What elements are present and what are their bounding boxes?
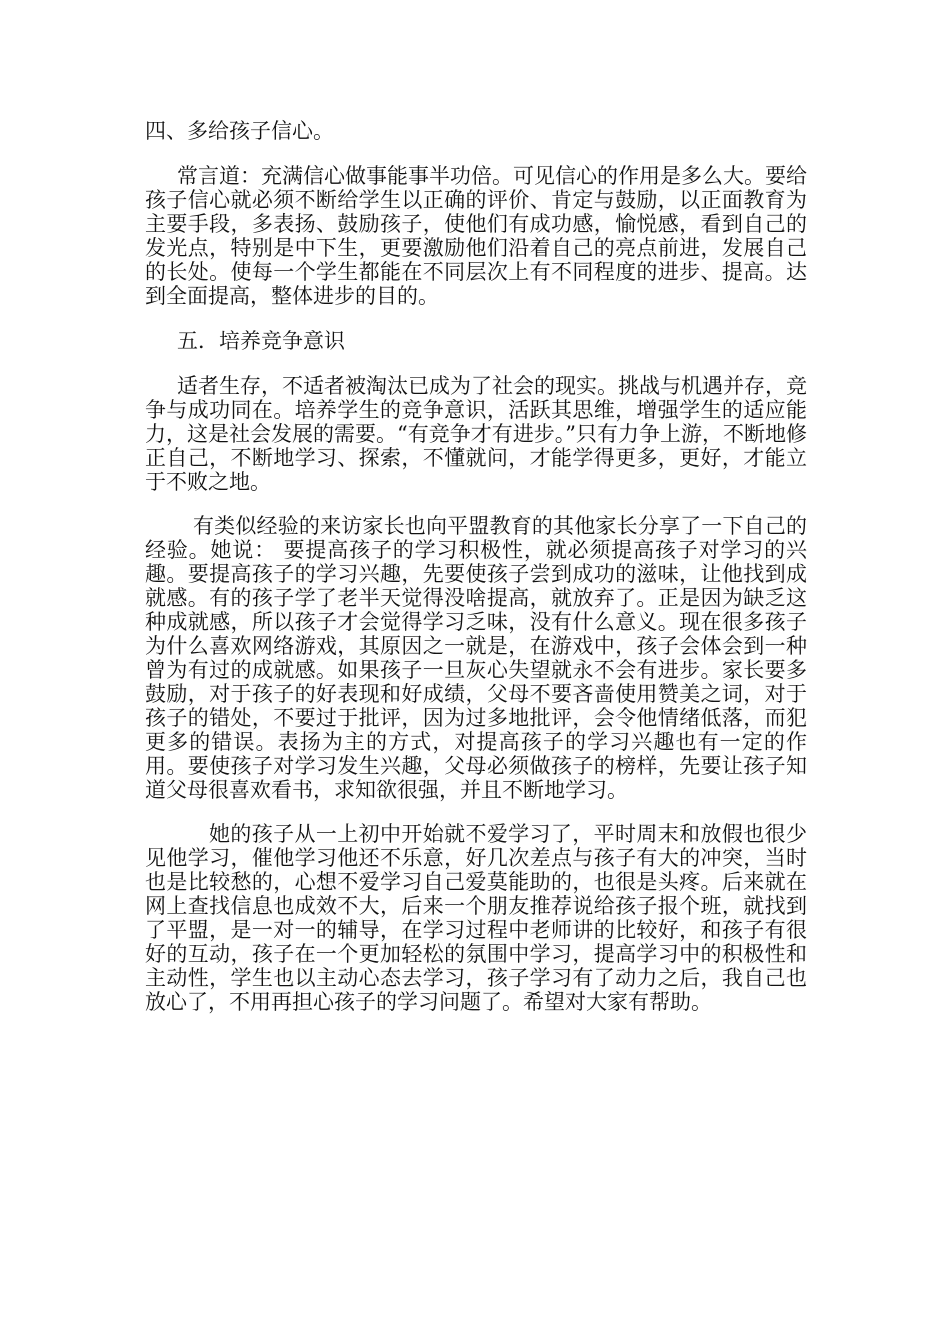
paragraph-closing: 她的孩子从一上初中开始就不爱学习了，平时周末和放假也很少见他学习，催他学习他还不乐意，好几次差点与孩子有大的冲突，当时也是比较愁的，心想不爱学习自己爱莫能助的，也很是头疼。后来就在网上查找信息也成效不大，后来一个朋友推荐说给孩子报个班，就找到了平盟，是一对一的辅导，在学习过程中老师讲的比较好，和孩子有很好的互动，孩子在一个更加轻松的氛围中学习，提高学习中的积极性和主动性，学生也以主动心态去学习，孩子学习有了动力之后，我自己也放心了，不用再担心孩子的学习问题了。希望对大家有帮助。 [145, 822, 807, 1014]
section-heading-confidence: 四、多给孩子信心。 [145, 119, 334, 143]
section-heading-competition: 五．培养竞争意识 [177, 329, 345, 353]
paragraph-confidence: 常言道：充满信心做事能事半功倍。可见信心的作用是多么大。要给孩子信心就必须不断给学生以正确的评价、肯定与鼓励，以正面教育为主要手段，多表扬、鼓励孩子，使他们有成功感，愉悦感，看到自己的发光点，特别是中下生，更要激励他们沿着自己的亮点前进，发展自己的长处。使每一个学生都能在不同层次上有不同程度的进步、提高。达到全面提高，整体进步的目的。 [145, 164, 807, 308]
document-page [145, 118, 807, 1034]
paragraph-competition: 适者生存，不适者被淘汰已成为了社会的现实。挑战与机遇并存，竞争与成功同在。培养学生的竞争意识，活跃其思维，增强学生的适应能力，这是社会发展的需要。“有竞争才有进步。”只有力争上游，不断地修正自己，不断地学习、探索，不懂就问，才能学得更多，更好，才能立于不败之地。 [145, 374, 807, 494]
paragraph-parent-experience: 有类似经验的来访家长也向平盟教育的其他家长分享了一下自己的经验。她说： 要提高孩子的学习积极性，就必须提高孩子对学习的兴趣。要提高孩子的学习兴趣，先要使孩子尝到成功的滋味，让他找到成就感。有的孩子学了老半天觉得没啥提高，就放弃了。正是因为缺乏这种成就感，所以孩子才会觉得学习乏味，没有什么意义。现在很多孩子为什么喜欢网络游戏，其原因之一就是，在游戏中，孩子会体会到一种曾为有过的成就感。如果孩子一旦灰心失望就永不会有进步。家长要多鼓励，对于孩子的好表现和好成绩，父母不要吝啬使用赞美之词，对于孩子的错处，不要过于批评，因为过多地批评，会令他情绪低落，而犯更多的错误。表扬为主的方式，对提高孩子的学习兴趣也有一定的作用。要使孩子对学习发生兴趣，父母必须做孩子的榜样，先要让孩子知道父母很喜欢看书，求知欲很强，并且不断地学习。 [145, 514, 807, 802]
